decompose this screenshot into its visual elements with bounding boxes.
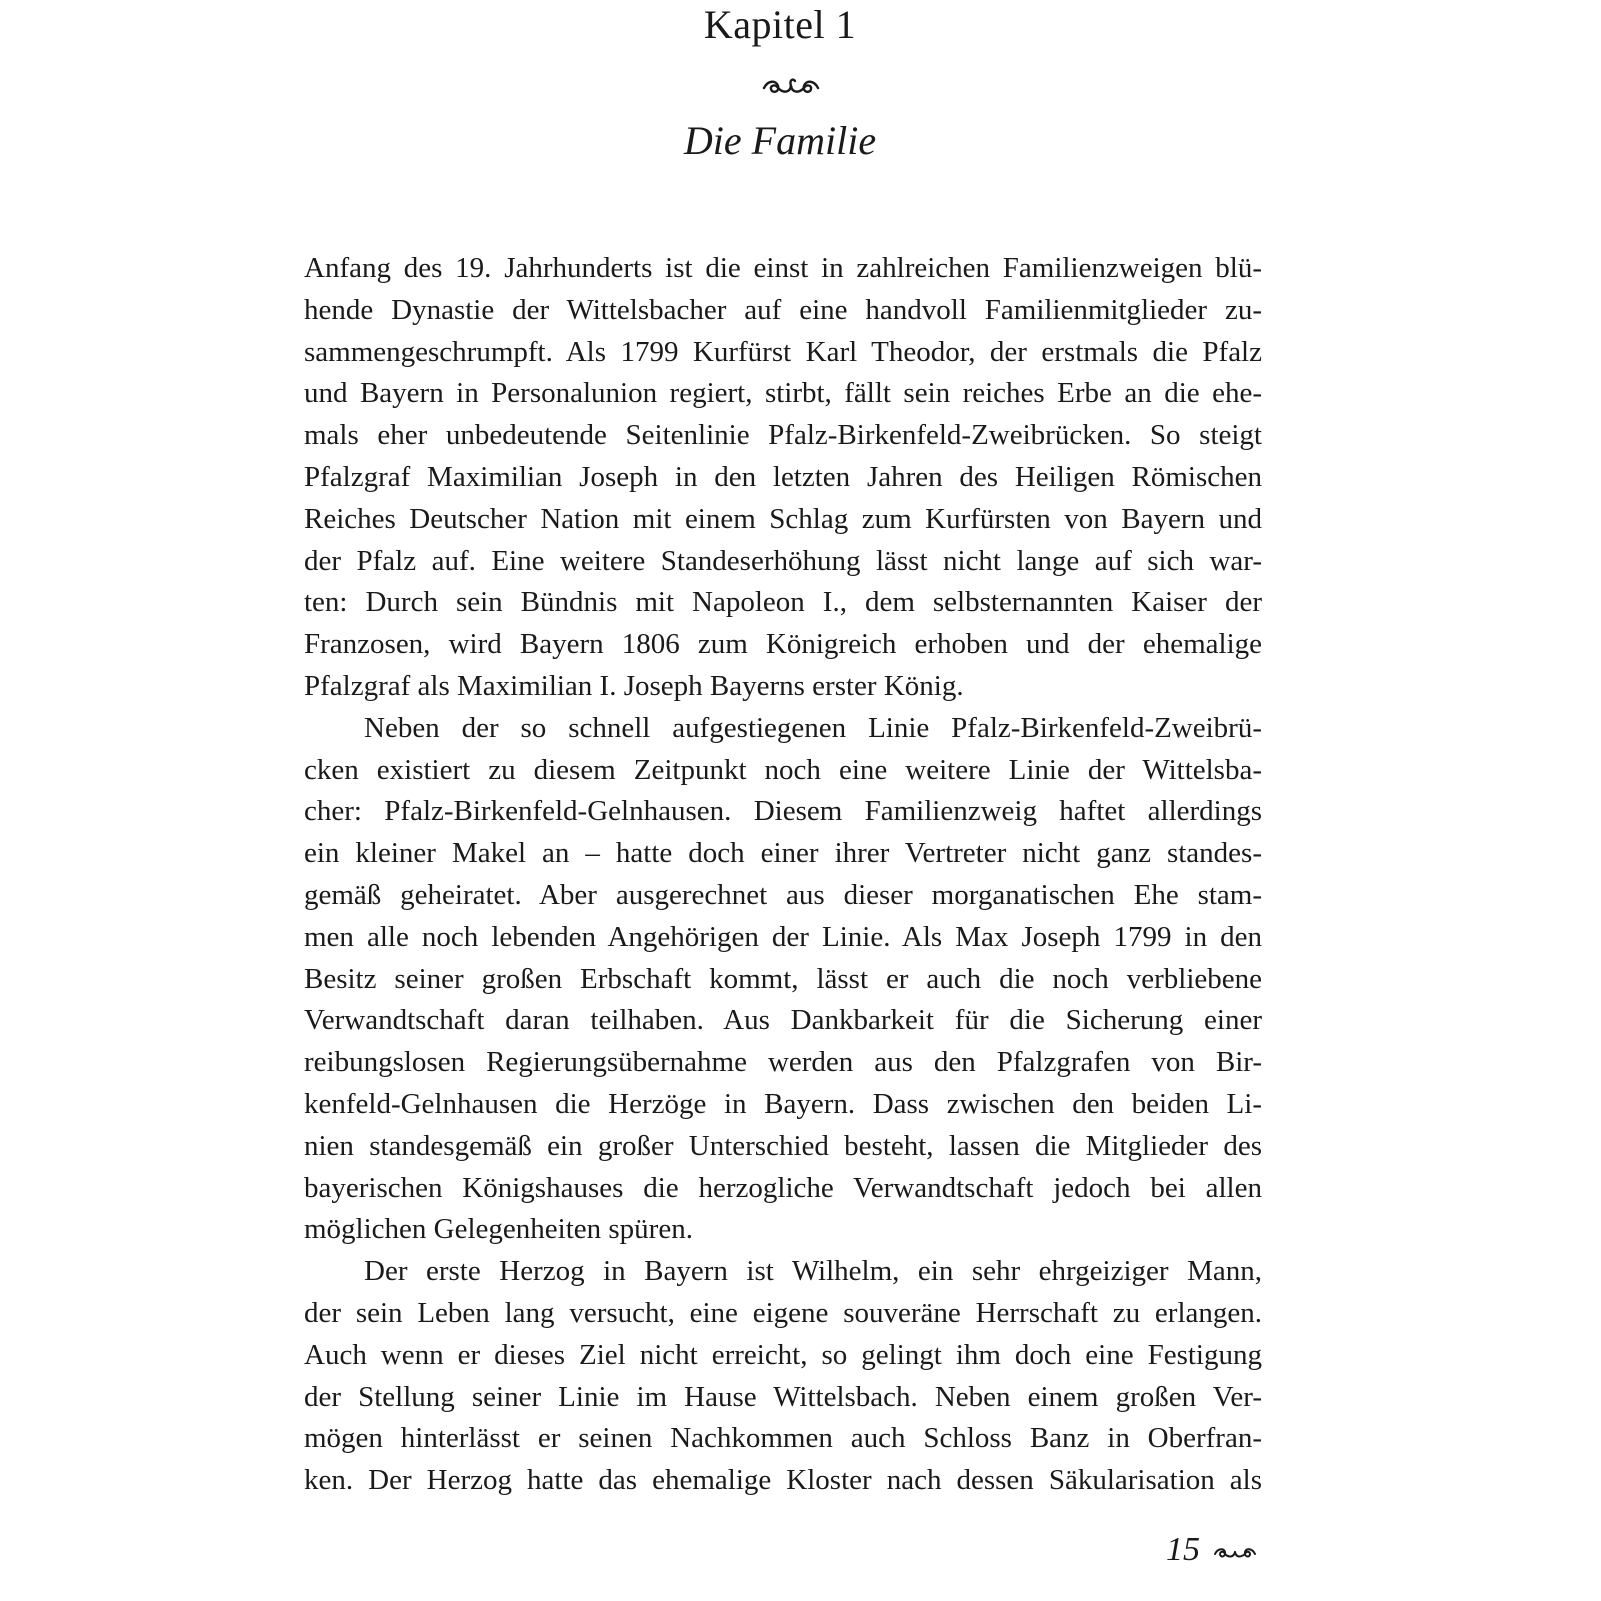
text-line: und Bayern in Personalunion regiert, stirbt, fällt sein reiches Erbe an die ehe- — [304, 377, 1262, 410]
text-line: Der erste Herzog in Bayern ist Wilhelm, ein sehr ehrgeiziger Mann, — [364, 1255, 1262, 1288]
text-line: hende Dynastie der Wittelsbacher auf eine handvoll Familienmitglieder zu- — [304, 293, 1262, 326]
text-line: Reiches Deutscher Nation mit einem Schlag zum Kurfürsten von Bayern und — [304, 502, 1262, 535]
text-line: reibungslosen Regierungsübernahme werden aus den Pfalzgrafen von Bir- — [304, 1046, 1262, 1079]
text-line: gemäß geheiratet. Aber ausgerechnet aus dieser morganatischen Ehe stam- — [304, 878, 1262, 911]
text-line: kenfeld-Gelnhausen die Herzöge in Bayern. Dass zwischen den beiden Li- — [304, 1087, 1262, 1120]
text-line: bayerischen Königshauses die herzogliche Verwandtschaft jedoch bei allen — [304, 1171, 1262, 1204]
text-line: Pfalzgraf als Maximilian I. Joseph Bayerns erster König. — [304, 669, 964, 702]
text-line: mals eher unbedeutende Seitenlinie Pfalz-Birkenfeld-Zweibrücken. So steigt — [304, 419, 1262, 452]
text-line: möglichen Gelegenheiten spüren. — [304, 1213, 693, 1246]
text-line: ten: Durch sein Bündnis mit Napoleon I., dem selbsternannten Kaiser der — [304, 586, 1262, 619]
text-line: der Stellung seiner Linie im Hause Wittelsbach. Neben einem großen Ver- — [304, 1380, 1262, 1413]
body-text — [304, 248, 1262, 1502]
fleuron-ornament-icon — [1212, 1543, 1258, 1563]
text-line: Verwandtschaft daran teilhaben. Aus Dankbarkeit für die Sicherung einer — [304, 1004, 1262, 1037]
page-number: 15 — [1166, 1531, 1200, 1568]
text-line: Neben der so schnell aufgestiegenen Linie Pfalz-Birkenfeld-Zweibrü- — [364, 711, 1262, 744]
text-line: men alle noch lebenden Angehörigen der Linie. Als Max Joseph 1799 in den — [304, 920, 1262, 953]
text-line: nien standesgemäß ein großer Unterschied besteht, lassen die Mitglieder des — [304, 1129, 1262, 1162]
text-line: der Pfalz auf. Eine weitere Standeserhöhung lässt nicht lange auf sich war- — [304, 544, 1262, 577]
text-line: der sein Leben lang versucht, eine eigene souveräne Herrschaft zu erlangen. — [304, 1296, 1262, 1329]
page-folio — [1166, 1530, 1258, 1570]
text-line: mögen hinterlässt er seinen Nachkommen auch Schloss Banz in Oberfran- — [304, 1422, 1262, 1455]
text-line: Besitz seiner großen Erbschaft kommt, lässt er auch die noch verbliebene — [304, 962, 1262, 995]
text-line: ein kleiner Makel an – hatte doch einer ihrer Vertreter nicht ganz standes- — [304, 837, 1262, 870]
text-line: cken existiert zu diesem Zeitpunkt noch eine weitere Linie der Wittelsba- — [304, 753, 1262, 786]
text-line: Franzosen, wird Bayern 1806 zum Königreich erhoben und der ehemalige — [304, 628, 1262, 661]
text-line: Pfalzgraf Maximilian Joseph in den letzten Jahren des Heiligen Römischen — [304, 460, 1262, 493]
text-line: Anfang des 19. Jahrhunderts ist die einst in zahlreichen Familienzweigen blü- — [304, 252, 1262, 284]
text-line: Auch wenn er dieses Ziel nicht erreicht, so gelingt ihm doch eine Festigung — [304, 1338, 1262, 1371]
chapter-title: Die Familie — [683, 118, 877, 163]
text-line: sammengeschrumpft. Als 1799 Kurfürst Karl Theodor, der erstmals die Pfalz — [304, 335, 1262, 368]
chapter-number: Kapitel 1 — [703, 2, 857, 47]
text-line: cher: Pfalz-Birkenfeld-Gelnhausen. Diesem Familienzweig haftet allerdings — [304, 795, 1262, 828]
text-line: ken. Der Herzog hatte das ehemalige Kloster nach dessen Säkularisation als — [304, 1464, 1262, 1497]
fleuron-ornament-icon — [760, 74, 822, 100]
